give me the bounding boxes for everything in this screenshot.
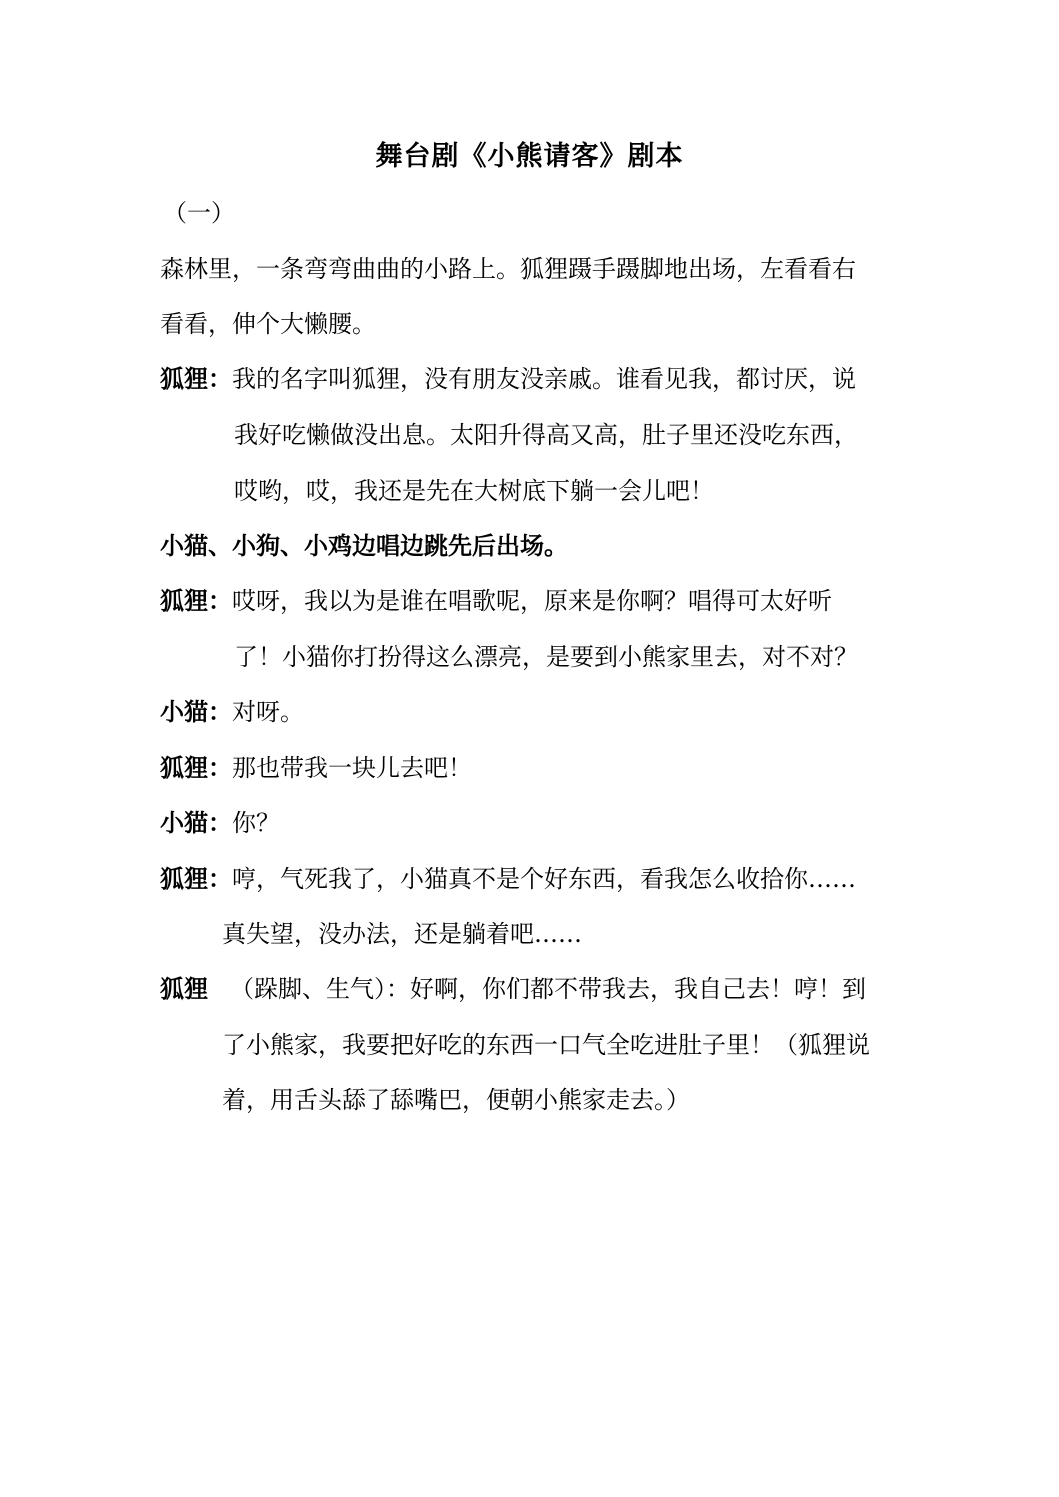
speaker-name: 狐狸： <box>160 864 232 893</box>
dialogue-text: 哼，气死我了，小猫真不是个好东西，看我怎么收拾你…… <box>232 865 856 893</box>
page-title: 舞台剧《小熊请客》剧本 <box>375 141 684 172</box>
dialogue-line <box>160 584 832 618</box>
stage-direction-line: 森林里，一条弯弯曲曲的小路上。狐狸蹑手蹑脚地出场，左看看右 <box>160 255 856 283</box>
dialogue-text: 对呀。 <box>232 698 304 726</box>
speaker-name: 狐狸： <box>160 364 232 393</box>
dialogue-text: 我的名字叫狐狸，没有朋友没亲戚。谁看见我，都讨厌，说 <box>232 365 856 393</box>
dialogue-continuation: 哎哟，哎，我还是先在大树底下躺一会儿吧！ <box>234 477 714 505</box>
dialogue-continuation: 我好吃懒做没出息。太阳升得高又高，肚子里还没吃东西， <box>234 421 858 449</box>
dialogue-continuation: 了小熊家，我要把好吃的东西一口气全吃进肚子里！（狐狸说 <box>222 1031 870 1059</box>
speaker-name: 狐狸： <box>160 586 232 615</box>
dialogue-line <box>160 751 472 785</box>
dialogue-continuation: 了！小猫你打扮得这么漂亮，是要到小熊家里去，对不对？ <box>234 643 858 671</box>
dialogue-text: 那也带我一块儿去吧！ <box>232 754 472 782</box>
dialogue-continuation: 着，用舌头舔了舔嘴巴，便朝小熊家走去。） <box>222 1086 690 1114</box>
speaker-name: 狐狸： <box>160 753 232 782</box>
dialogue-text: （跺脚、生气）：好啊，你们都不带我去，我自己去！哼！到 <box>230 975 866 1003</box>
speaker-name: 小猫： <box>160 808 232 837</box>
dialogue-line <box>160 972 866 1006</box>
speaker-name: 狐狸 <box>160 974 208 1003</box>
dialogue-continuation: 真失望，没办法，还是躺着吧…… <box>222 920 582 948</box>
dialogue-line <box>160 362 856 396</box>
dialogue-text: 哎呀，我以为是谁在唱歌呢，原来是你啊？唱得可太好听 <box>232 587 832 615</box>
dialogue-line <box>160 695 304 729</box>
stage-direction-line: 看看，伸个大懒腰。 <box>160 310 376 338</box>
stage-direction-line: 小猫、小狗、小鸡边唱边跳先后出场。 <box>160 531 568 560</box>
dialogue-line <box>160 862 856 896</box>
speaker-name: 小猫： <box>160 697 232 726</box>
dialogue-text: 你？ <box>232 809 280 837</box>
dialogue-line <box>160 806 280 840</box>
section-heading: （一） <box>163 199 235 227</box>
